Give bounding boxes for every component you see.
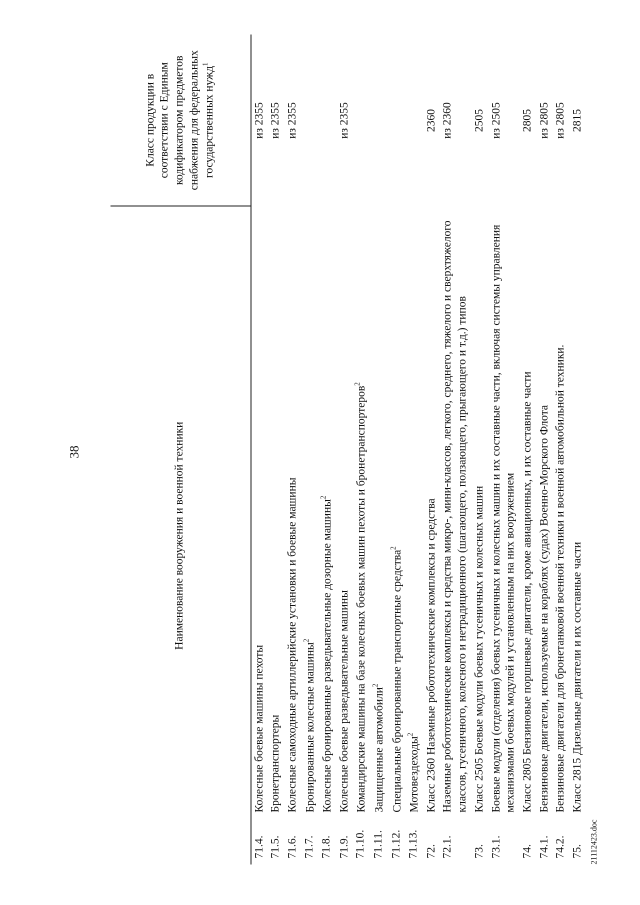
row-number: 74.2.: [554, 835, 567, 859]
row-class: из 2355: [252, 102, 265, 139]
table-row: [519, 35, 536, 865]
row-name: Колесные боевые машины пехоты: [252, 644, 265, 813]
row-class: из 2355: [269, 102, 282, 139]
table-row: [439, 35, 470, 865]
row-number: 75.: [571, 844, 584, 859]
table-row: [471, 35, 488, 865]
footnote-mark: 2: [388, 546, 397, 550]
table-row: [488, 35, 519, 865]
page-number: 38: [66, 445, 81, 459]
row-name: Класс 2360 Наземные робототехнические комплексы и средства: [424, 498, 437, 813]
row-class: 2360: [424, 109, 437, 132]
row-name: Колесные бронированные разведывательные дозорные машины$^2$: [319, 495, 334, 813]
row-name: Мотовездеходы$^2$: [406, 732, 420, 813]
row-class: [405, 35, 423, 207]
table-row: [301, 35, 319, 865]
table-row: [336, 35, 353, 865]
table-row: [405, 35, 423, 865]
row-number: 72.1.: [441, 835, 454, 859]
row-name: Боевые модули (отделения) боевых гусеничных и колесных машин и их составные части, включая системы управления механизмами боевых модулей и установленным на них вооружением: [489, 224, 517, 813]
row-name: Бронированные колесные машины$^2$: [301, 638, 316, 813]
row-name: Класс 2815 Дизельные двигатели и их составные части: [571, 541, 584, 813]
row-name: Бензиновые двигатели, используемые на кораблях (судах) Военно-Морского Флота: [537, 404, 550, 813]
row-number: 73.: [472, 844, 485, 859]
row-class: [318, 35, 336, 207]
row-number: 74.1.: [537, 835, 550, 859]
row-number: 71.4.: [252, 835, 265, 859]
row-number: 71.10.: [354, 829, 367, 859]
row-number: 71.9.: [337, 835, 350, 859]
row-name: Класс 2805 Бензиновые поршневые двигатели, кроме авиационных, и их составные части: [520, 371, 533, 813]
table-row: [388, 35, 406, 865]
row-name: Бензиновые двигатели для бронетанковой военной техники и военной автомобильной техники.: [554, 344, 567, 813]
row-name: Специальные бронированные транспортные средства$^2$: [388, 546, 403, 813]
table-row: [318, 35, 336, 865]
row-class: [370, 35, 388, 207]
rotated-content: [60, 20, 600, 885]
row-number: 71.5.: [269, 835, 282, 859]
row-name: Класс 2505 Боевые модули боевых гусеничных и колесных машин: [472, 485, 485, 813]
table-row: [284, 35, 301, 865]
table-row: [569, 35, 586, 865]
header-name: Наименование вооружения и военной техники: [110, 207, 250, 865]
row-class: 2505: [472, 109, 485, 132]
row-name: Колесные боевые разведывательные машины: [337, 590, 350, 813]
footnote-mark: 2: [301, 638, 310, 643]
row-class: [352, 35, 370, 207]
row-class: [301, 35, 319, 207]
table-header-row: [110, 35, 250, 865]
row-name: Командирские машины на базе колесных боевых машин пехоты и бронетранспортеров$^2$: [353, 382, 368, 813]
table-row: [250, 35, 267, 865]
row-class: из 2355: [285, 102, 298, 139]
row-number: 71.11.: [372, 830, 385, 859]
footnote-mark: 2: [319, 495, 328, 500]
table-row: [352, 35, 370, 865]
row-name: Колесные самоходные артиллерийские установки и боевые машины: [285, 477, 298, 813]
row-name: Бронетранспортеры: [269, 714, 282, 813]
row-class: из 2360: [441, 102, 454, 139]
row-class: из 2805: [554, 102, 567, 139]
row-class: 2805: [520, 109, 533, 132]
table-row: [267, 35, 284, 865]
row-number: 73.1.: [489, 835, 502, 859]
row-number: 71.8.: [320, 835, 333, 859]
row-class: [388, 35, 406, 207]
header-class: Класс продукции в соответствии с Единым кодификатором предметов снабжения для федеральных государственных нужд$^1$: [110, 35, 250, 207]
row-class: из 2355: [337, 102, 350, 139]
row-class: из 2505: [489, 102, 502, 139]
table-row: [370, 35, 388, 865]
footnote-mark: 2: [371, 683, 380, 688]
row-number: 71.6.: [285, 835, 298, 859]
table-body: [250, 35, 586, 865]
row-number: 72.: [424, 844, 437, 859]
row-name: Наземные робототехнические комплексы и средства микро-, мини-классов, легкого, среднего, тяжелого и сверхтяжелого классов, гусеничного, колесного и нетрадиционного (шагающего, ползающего, прыгающего и т.д.) типов: [441, 220, 469, 813]
doc-id: 21112423.doc: [589, 819, 598, 865]
table-row: [552, 35, 569, 865]
row-number: 71.7.: [302, 835, 315, 859]
table-row: [536, 35, 553, 865]
table-row: [423, 35, 440, 865]
row-class: 2815: [571, 109, 584, 132]
weapons-table: [110, 35, 586, 865]
footnote-mark: 2: [406, 732, 415, 737]
row-number: 74.: [520, 844, 533, 859]
footnote-mark: 2: [353, 382, 362, 386]
row-class: из 2805: [537, 102, 550, 139]
row-name: Защищенные автомобили$^2$: [371, 683, 385, 813]
row-number: 71.12.: [389, 829, 402, 859]
row-number: 71.13.: [407, 829, 420, 859]
